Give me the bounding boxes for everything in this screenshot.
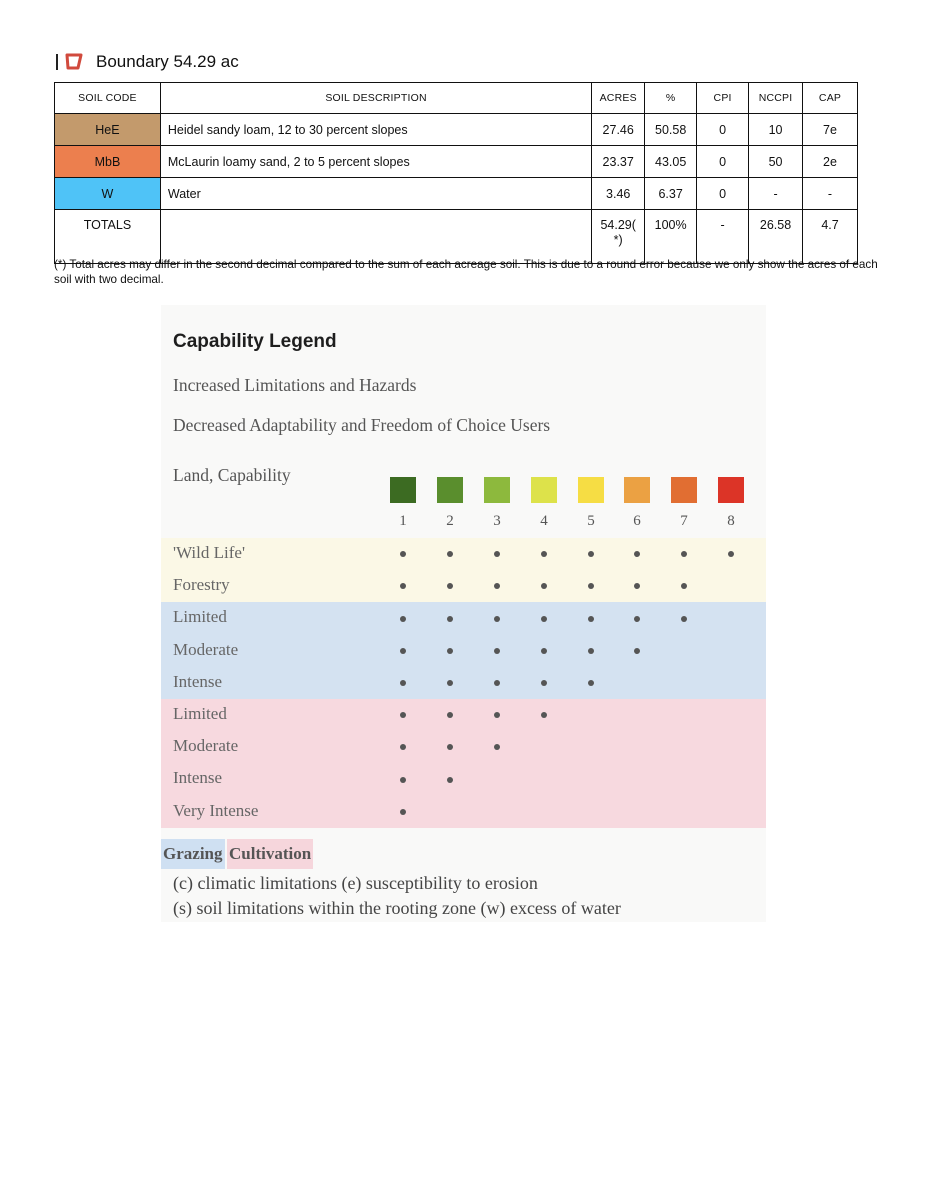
capability-dot (400, 777, 406, 783)
capability-dot (400, 616, 406, 622)
percent-cell: 50.58 (645, 114, 697, 146)
soil-code-cell: MbB (55, 146, 161, 178)
legend-band-grazing (161, 667, 766, 700)
soil-description-cell: McLaurin loamy sand, 2 to 5 percent slopes (160, 146, 591, 178)
capability-class-number: 4 (540, 513, 548, 529)
legend-row-label: Very Intense (173, 800, 259, 820)
col-header-soil-code: SOIL CODE (55, 83, 161, 114)
col-header-cap: CAP (803, 83, 858, 114)
capability-class-number: 5 (587, 513, 595, 529)
table-row (55, 178, 858, 210)
capability-dot (634, 616, 640, 622)
capability-dot (588, 648, 594, 654)
legend-band-cultivation (161, 731, 766, 764)
capability-class-7-swatch (671, 477, 697, 503)
cap-cell: 2e (803, 146, 858, 178)
totals-acres-line2: *) (613, 233, 623, 247)
legend-band-wildlife (161, 538, 766, 571)
cpi-cell: 0 (697, 146, 749, 178)
capability-class-6-swatch (624, 477, 650, 503)
capability-dot (400, 648, 406, 654)
soil-code-cell: W (55, 178, 161, 210)
totals-percent-cell: 100% (645, 210, 697, 264)
legend-band-grazing (161, 635, 766, 668)
legend-note-climatic-erosion: (c) climatic limitations (e) susceptibility to erosion (173, 873, 538, 893)
capability-dot (447, 777, 453, 783)
totals-description-cell (160, 210, 591, 264)
capability-class-4-swatch (531, 477, 557, 503)
totals-acres-cell (592, 210, 645, 264)
cpi-cell: 0 (697, 178, 749, 210)
legend-line-limitations: Increased Limitations and Hazards (173, 375, 417, 395)
totals-acres-line1: 54.29( (600, 218, 636, 232)
legend-row-label: Forestry (173, 575, 230, 595)
cap-cell: 7e (803, 114, 858, 146)
capability-dot (447, 680, 453, 686)
soil-code-cell: HeE (55, 114, 161, 146)
totals-cap-cell: 4.7 (803, 210, 858, 264)
acreage-footnote: (*) Total acres may differ in the second decimal compared to the sum of each acreage soil. This is due to a round error because we only show the acres of each soil with two decimal. (54, 258, 878, 286)
legend-band-cultivation (161, 699, 766, 732)
percent-cell: 43.05 (645, 146, 697, 178)
legend-line-land-capability: Land, Capability (173, 465, 291, 485)
capability-dot (588, 616, 594, 622)
legend-row-label: Moderate (173, 736, 239, 756)
header-divider (56, 54, 58, 70)
legend-band-grazing (161, 602, 766, 635)
legend-band-wildlife (161, 570, 766, 603)
totals-cpi-cell: - (697, 210, 749, 264)
capability-dot (400, 809, 406, 815)
capability-class-2-swatch (437, 477, 463, 503)
capability-class-number: 1 (399, 513, 407, 529)
capability-class-number: 6 (633, 513, 641, 529)
acres-cell: 3.46 (592, 178, 645, 210)
legend-key-grazing: Grazing (161, 839, 225, 869)
capability-dot (681, 616, 687, 622)
cpi-cell: 0 (697, 114, 749, 146)
legend-band-cultivation (161, 763, 766, 796)
capability-class-5-swatch (578, 477, 604, 503)
legend-row-label: Limited (173, 704, 227, 723)
capability-class-1-swatch (390, 477, 416, 503)
acres-cell: 23.37 (592, 146, 645, 178)
nccpi-cell: 10 (749, 114, 803, 146)
legend-row-label: Intense (173, 671, 223, 691)
legend-title: Capability Legend (173, 331, 337, 352)
totals-nccpi-cell: 26.58 (749, 210, 803, 264)
capability-dot (447, 648, 453, 654)
capability-dot (494, 680, 500, 686)
col-header-acres: ACRES (592, 83, 645, 114)
legend-row-label: Limited (173, 607, 227, 627)
cap-cell: - (803, 178, 858, 210)
legend-note-soil-water: (s) soil limitations within the rooting zone (w) excess of water (173, 898, 621, 918)
percent-cell: 6.37 (645, 178, 697, 210)
capability-class-number: 8 (727, 513, 735, 529)
totals-row (55, 210, 858, 264)
capability-class-3-swatch (484, 477, 510, 503)
nccpi-cell: 50 (749, 146, 803, 178)
header (56, 50, 239, 74)
capability-dot (494, 648, 500, 654)
capability-class-number: 3 (493, 513, 501, 529)
capability-class-number: 7 (680, 513, 688, 529)
legend-row-label: Moderate (173, 639, 239, 659)
nccpi-cell: - (749, 178, 803, 210)
col-header-cpi: CPI (697, 83, 749, 114)
col-header-nccpi: NCCPI (749, 83, 803, 114)
legend-key-cultivation: Cultivation (227, 839, 313, 869)
capability-class-number: 2 (446, 513, 454, 529)
table-row (55, 114, 858, 146)
capability-legend (161, 305, 766, 922)
soil-table (54, 82, 858, 264)
boundary-polygon-icon (64, 53, 84, 71)
capability-dot (588, 680, 594, 686)
boundary-title: Boundary 54.29 ac (96, 52, 239, 71)
legend-row-label: Intense (173, 768, 223, 788)
table-header-row (55, 83, 858, 114)
capability-dot (541, 616, 547, 622)
col-header-soil-description: SOIL DESCRIPTION (160, 83, 591, 114)
capability-dot (541, 648, 547, 654)
capability-dot (494, 616, 500, 622)
totals-label-cell: TOTALS (55, 210, 161, 264)
legend-line-adaptability: Decreased Adaptability and Freedom of Choice Users (173, 415, 551, 435)
acres-cell: 27.46 (592, 114, 645, 146)
capability-dot (634, 648, 640, 654)
col-header-percent: % (645, 83, 697, 114)
table-row (55, 146, 858, 178)
legend-row-label: 'Wild Life' (173, 543, 246, 562)
soil-description-cell: Heidel sandy loam, 12 to 30 percent slopes (160, 114, 591, 146)
soil-description-cell: Water (160, 178, 591, 210)
capability-class-8-swatch (718, 477, 744, 503)
capability-dot (400, 680, 406, 686)
capability-dot (541, 680, 547, 686)
capability-dot (447, 616, 453, 622)
